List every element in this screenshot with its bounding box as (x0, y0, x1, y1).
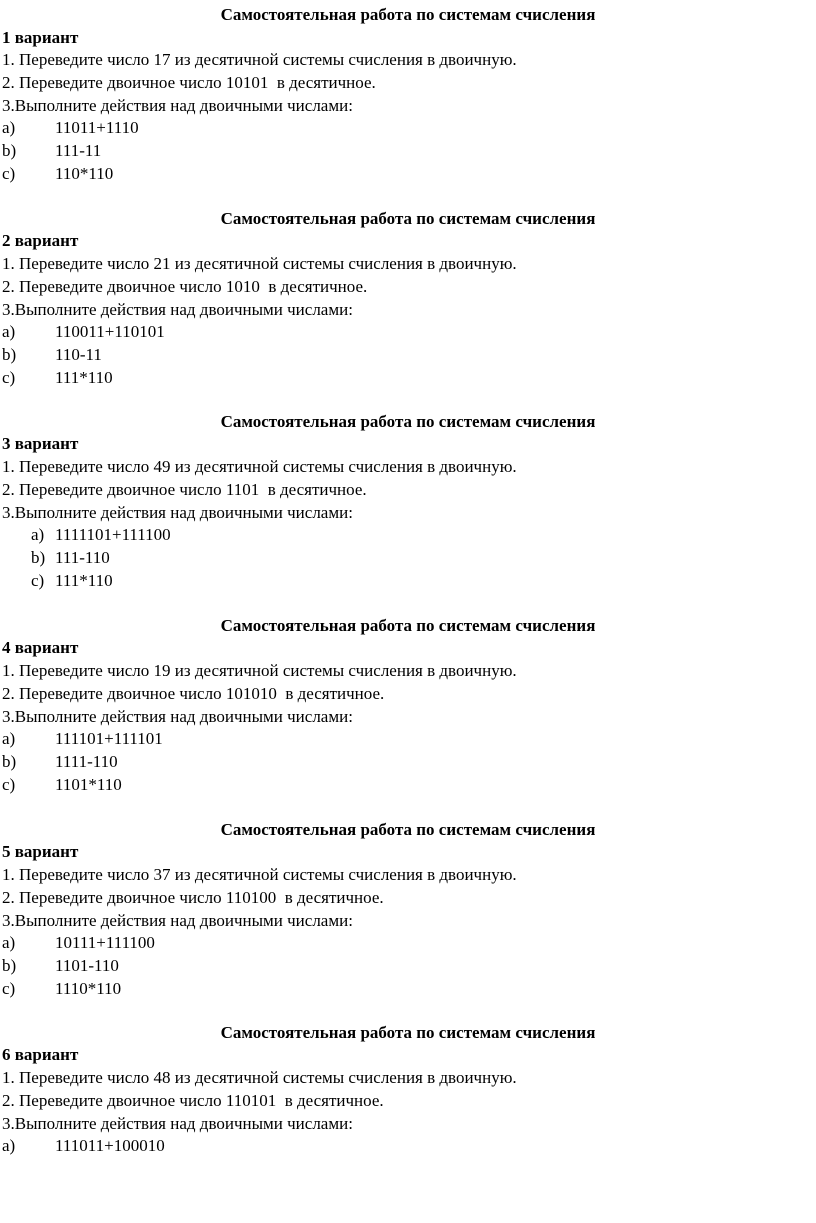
operation-expression: 110011+110101 (55, 322, 165, 341)
operation-label: b) (2, 345, 17, 364)
question-1: 1. Переведите число 17 из десятичной системы счисления в двоичную. (2, 50, 517, 69)
question-1: 1. Переведите число 37 из десятичной системы счисления в двоичную. (2, 865, 517, 884)
operation-expression: 1111-110 (55, 752, 118, 771)
operation-item (2, 1135, 165, 1223)
operation-label: b) (31, 548, 46, 567)
operation-expression: 111-110 (55, 548, 110, 567)
question-1: 1. Переведите число 48 из десятичной системы счисления в двоичную. (2, 1068, 517, 1087)
operation-label: c) (2, 775, 16, 794)
variant-title: Самостоятельная работа по системам счисления (220, 412, 596, 431)
question-1: 1. Переведите число 19 из десятичной системы счисления в двоичную. (2, 661, 517, 680)
operation-expression: 111*110 (55, 571, 113, 590)
operation-expression: 11011+1110 (55, 118, 139, 137)
operation-label: a) (2, 118, 16, 137)
operation-expression: 111*110 (55, 368, 113, 387)
operation-label: b) (2, 752, 17, 771)
question-3: 3.Выполните действия над двоичными числами: (2, 96, 353, 115)
question-2: 2. Переведите двоичное число 10101 в десятичное. (2, 73, 376, 92)
question-3: 3.Выполните действия над двоичными числами: (2, 911, 353, 930)
variant-name: 5 вариант (2, 842, 79, 861)
question-3: 3.Выполните действия над двоичными числами: (2, 707, 353, 726)
question-3: 3.Выполните действия над двоичными числами: (2, 503, 353, 522)
variant-title: Самостоятельная работа по системам счисления (220, 616, 596, 635)
operation-expression: 111-11 (55, 141, 102, 160)
variant-name: 1 вариант (2, 28, 79, 47)
variant-title: Самостоятельная работа по системам счисления (220, 1023, 596, 1042)
question-1: 1. Переведите число 49 из десятичной системы счисления в двоичную. (2, 457, 517, 476)
variant-title: Самостоятельная работа по системам счисления (220, 820, 596, 839)
operation-label: a) (2, 322, 16, 341)
variant-name: 4 вариант (2, 638, 79, 657)
question-2: 2. Переведите двоичное число 110101 в десятичное. (2, 1091, 384, 1110)
operation-expression: 110-11 (55, 345, 102, 364)
operation-label: c) (2, 368, 16, 387)
variant-title: Самостоятельная работа по системам счисления (220, 209, 596, 228)
question-3: 3.Выполните действия над двоичными числами: (2, 300, 353, 319)
question-1: 1. Переведите число 21 из десятичной системы счисления в двоичную. (2, 254, 517, 273)
question-2: 2. Переведите двоичное число 1010 в десятичное. (2, 277, 368, 296)
operation-expression: 1101*110 (55, 775, 122, 794)
question-2: 2. Переведите двоичное число 110100 в десятичное. (2, 888, 384, 907)
operation-expression: 10111+111100 (55, 933, 155, 952)
variant-name: 2 вариант (2, 231, 79, 250)
operation-expression: 111101+111101 (55, 729, 163, 748)
question-3: 3.Выполните действия над двоичными числами: (2, 1114, 353, 1133)
operation-expression: 111011+100010 (55, 1136, 165, 1155)
operation-label: c) (2, 164, 16, 183)
operation-label: b) (2, 141, 17, 160)
operation-label: a) (2, 729, 16, 748)
operation-expression: 1110*110 (55, 979, 122, 998)
operation-expression: 1111101+111100 (55, 525, 171, 544)
operation-label: a) (2, 933, 16, 952)
operation-label: c) (31, 571, 45, 590)
variant-title: Самостоятельная работа по системам счисления (220, 5, 596, 24)
operation-label: c) (2, 979, 16, 998)
question-2: 2. Переведите двоичное число 101010 в десятичное. (2, 684, 385, 703)
variant-name: 3 вариант (2, 434, 79, 453)
operation-label: b) (2, 956, 17, 975)
question-2: 2. Переведите двоичное число 1101 в десятичное. (2, 480, 367, 499)
operation-expression: 110*110 (55, 164, 114, 183)
operation-expression: 1101-110 (55, 956, 119, 975)
variant-name: 6 вариант (2, 1045, 79, 1064)
operation-label: a) (31, 525, 45, 544)
operation-label: a) (2, 1136, 16, 1155)
